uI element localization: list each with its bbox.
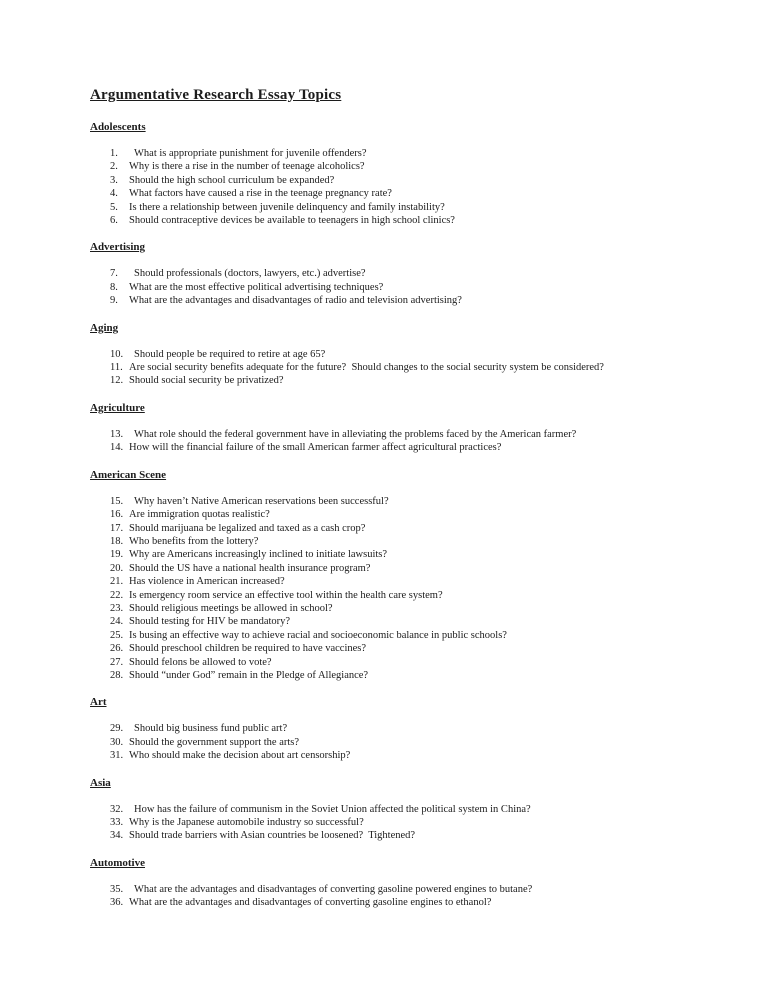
item-text: Why haven’t Native American reservations been successful?: [134, 495, 389, 507]
list-item: [90, 669, 708, 682]
numbered-list: [90, 883, 708, 910]
list-item: [90, 160, 708, 173]
item-number: 22.: [110, 589, 124, 601]
item-number: 8.: [110, 281, 118, 293]
section-heading: Automotive: [90, 856, 145, 869]
item-text: Are social security benefits adequate for the future? Should changes to the social security system be considered?: [129, 362, 604, 374]
list-item: [90, 508, 708, 521]
item-text: Should “under God” remain in the Pledge of Allegiance?: [129, 669, 369, 681]
item-number: 24.: [110, 616, 124, 628]
section-heading: Agriculture: [90, 401, 145, 414]
item-number: 6.: [110, 215, 118, 227]
section-heading: American Scene: [90, 468, 167, 481]
topic-section: [90, 322, 708, 388]
item-text: Should trade barriers with Asian countries be loosened? Tightened?: [129, 830, 416, 842]
item-number: 11.: [110, 362, 123, 374]
item-text: Why are Americans increasingly inclined to initiate lawsuits?: [129, 549, 388, 561]
item-text: Is emergency room service an effective tool within the health care system?: [129, 589, 443, 601]
item-number: 14.: [110, 442, 124, 454]
list-item: [90, 602, 708, 615]
item-number: 13.: [110, 428, 124, 440]
item-text: Should testing for HIV be mandatory?: [129, 616, 291, 628]
item-number: 28.: [110, 669, 124, 681]
list-item: [90, 803, 708, 816]
section-heading: Asia: [90, 776, 111, 789]
list-item: [90, 281, 708, 294]
item-number: 7.: [110, 268, 118, 280]
item-text: What factors have caused a rise in the teenage pregnancy rate?: [129, 188, 392, 200]
item-text: Should preschool children be required to have vaccines?: [129, 643, 367, 655]
sections-container: [90, 121, 708, 910]
list-item: [90, 428, 708, 441]
section-heading: Adolescents: [90, 121, 146, 133]
list-item: [90, 361, 708, 374]
item-text: Should people be required to retire at age 65?: [134, 348, 326, 360]
item-text: Has violence in American increased?: [129, 576, 285, 588]
item-text: Why is the Japanese automobile industry so successful?: [129, 817, 364, 828]
list-item: [90, 575, 708, 588]
item-text: Should big business fund public art?: [134, 723, 288, 735]
item-text: Should marijuana be legalized and taxed as a cash crop?: [129, 522, 366, 534]
section-heading: Advertising: [90, 241, 145, 254]
item-number: 4.: [110, 188, 118, 200]
list-item: [90, 535, 708, 548]
topic-section: [90, 857, 708, 910]
item-text: Should the US have a national health insurance program?: [129, 562, 371, 574]
item-text: Should felons be allowed to vote?: [129, 656, 272, 668]
list-item: [90, 201, 708, 214]
item-text: How has the failure of communism in the Soviet Union affected the political system in China?: [134, 803, 531, 815]
numbered-list: [90, 348, 708, 388]
list-item: [90, 441, 708, 454]
topic-section: [90, 241, 708, 307]
list-item: [90, 374, 708, 387]
item-number: 36.: [110, 897, 124, 909]
item-number: 30.: [110, 736, 124, 748]
item-number: 35.: [110, 883, 124, 895]
list-item: [90, 816, 708, 829]
numbered-list: [90, 267, 708, 307]
item-number: 19.: [110, 549, 124, 561]
item-number: 1.: [110, 148, 118, 159]
item-text: What are the advantages and disadvantages of radio and television advertising?: [129, 295, 462, 307]
item-number: 31.: [110, 750, 124, 762]
item-number: 3.: [110, 174, 118, 186]
list-item: [90, 495, 708, 508]
item-number: 2.: [110, 161, 118, 173]
item-text: What are the most effective political advertising techniques?: [129, 281, 384, 293]
item-number: 26.: [110, 643, 124, 655]
item-number: 25.: [110, 629, 124, 641]
list-item: [90, 883, 708, 896]
item-text: Should the high school curriculum be expanded?: [129, 174, 335, 186]
item-number: 23.: [110, 602, 124, 614]
item-text: Why is there a rise in the number of teenage alcoholics?: [129, 161, 365, 173]
list-item: [90, 267, 708, 280]
item-number: 21.: [110, 576, 124, 588]
item-number: 20.: [110, 562, 124, 574]
list-item: [90, 656, 708, 669]
item-number: 27.: [110, 656, 124, 668]
item-number: 32.: [110, 803, 124, 815]
item-number: 33.: [110, 817, 124, 828]
item-number: 10.: [110, 348, 124, 360]
item-number: 17.: [110, 522, 124, 534]
numbered-list: [90, 722, 708, 762]
item-text: Who should make the decision about art censorship?: [129, 750, 351, 762]
topic-section: [90, 777, 708, 843]
item-text: Should religious meetings be allowed in school?: [129, 602, 333, 614]
list-item: [90, 214, 708, 227]
list-item: [90, 174, 708, 187]
list-item: [90, 896, 708, 909]
item-text: What role should the federal government have in alleviating the problems faced by the American farmer?: [134, 428, 577, 440]
list-item: [90, 722, 708, 735]
item-text: Is there a relationship between juvenile delinquency and family instability?: [129, 201, 445, 213]
list-item: [90, 642, 708, 655]
list-item: [90, 749, 708, 762]
item-number: 5.: [110, 201, 118, 213]
topic-section: [90, 402, 708, 455]
topic-section: [90, 121, 708, 227]
numbered-list: [90, 428, 708, 455]
item-number: 16.: [110, 509, 124, 521]
page-title: Argumentative Research Essay Topics: [90, 87, 342, 103]
item-text: What is appropriate punishment for juvenile offenders?: [134, 148, 367, 159]
item-text: Are immigration quotas realistic?: [129, 509, 270, 521]
numbered-list: [90, 147, 708, 227]
topic-section: [90, 469, 708, 683]
numbered-list: [90, 803, 708, 843]
list-item: [90, 548, 708, 561]
numbered-list: [90, 495, 708, 683]
list-item: [90, 589, 708, 602]
item-text: What are the advantages and disadvantages of converting gasoline engines to ethanol?: [129, 897, 492, 909]
item-text: Who benefits from the lottery?: [129, 535, 259, 547]
item-text: Should social security be privatized?: [129, 375, 284, 387]
section-heading: Aging: [90, 321, 119, 334]
item-text: Should the government support the arts?: [129, 736, 300, 748]
item-number: 15.: [110, 495, 124, 507]
item-text: Is busing an effective way to achieve racial and socioeconomic balance in public schools?: [129, 629, 507, 641]
item-text: What are the advantages and disadvantages of converting gasoline powered engines to butane?: [134, 883, 533, 895]
section-heading: Art: [90, 696, 107, 709]
item-text: Should contraceptive devices be available to teenagers in high school clinics?: [129, 215, 455, 227]
item-number: 29.: [110, 723, 124, 735]
list-item: [90, 829, 708, 842]
list-item: [90, 294, 708, 307]
item-number: 9.: [110, 295, 118, 307]
list-item: [90, 187, 708, 200]
list-item: [90, 615, 708, 628]
list-item: [90, 736, 708, 749]
list-item: [90, 348, 708, 361]
item-number: 12.: [110, 375, 124, 387]
item-number: 34.: [110, 830, 124, 842]
list-item: [90, 629, 708, 642]
topic-section: [90, 696, 708, 762]
item-text: Should professionals (doctors, lawyers, etc.) advertise?: [134, 268, 366, 280]
item-text: How will the financial failure of the small American farmer affect agricultural practices?: [129, 442, 502, 454]
list-item: [90, 562, 708, 575]
item-number: 18.: [110, 535, 124, 547]
list-item: [90, 147, 708, 160]
list-item: [90, 522, 708, 535]
